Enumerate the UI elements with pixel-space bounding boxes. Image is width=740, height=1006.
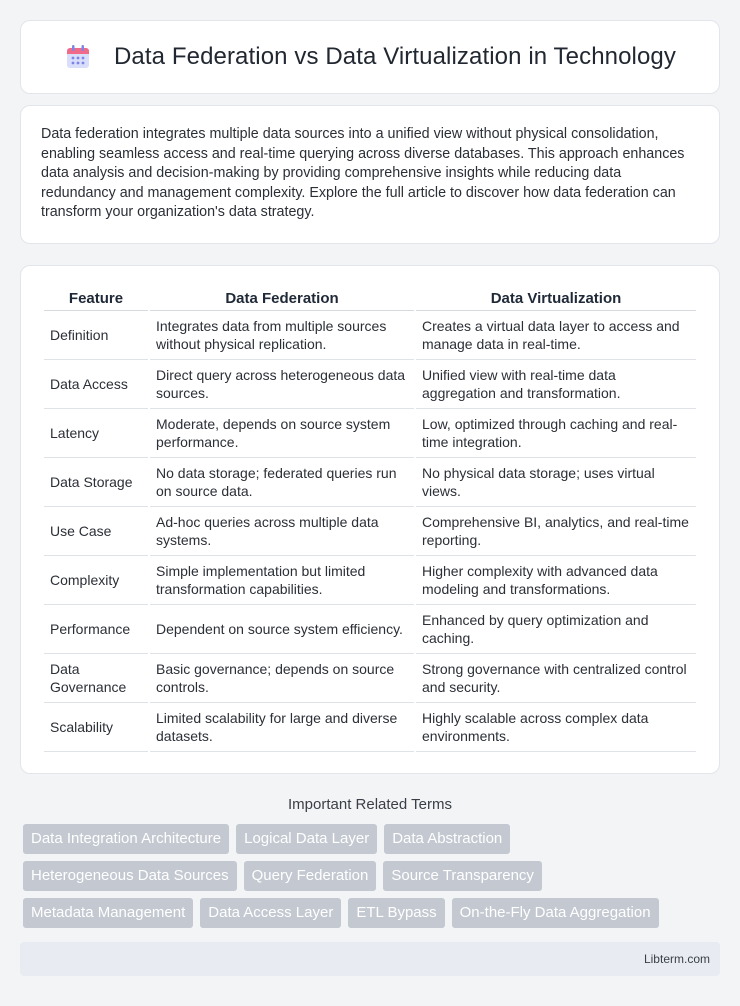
- virtualization-cell: Enhanced by query optimization and caching.: [416, 605, 696, 654]
- intro-card: [20, 105, 720, 244]
- federation-cell: Ad-hoc queries across multiple data systems.: [150, 507, 414, 556]
- table-header-row: [44, 287, 696, 311]
- federation-cell: Limited scalability for large and diverse datasets.: [150, 703, 414, 752]
- federation-cell: Direct query across heterogeneous data sources.: [150, 360, 414, 409]
- feature-cell: Use Case: [44, 507, 148, 556]
- table-row: [44, 507, 696, 556]
- related-term-tag[interactable]: Heterogeneous Data Sources: [23, 861, 237, 891]
- column-header-feature: Feature: [44, 287, 148, 311]
- table-row: [44, 556, 696, 605]
- feature-cell: Latency: [44, 409, 148, 458]
- feature-cell: Data Access: [44, 360, 148, 409]
- virtualization-cell: Strong governance with centralized control and security.: [416, 654, 696, 703]
- table-row: [44, 605, 696, 654]
- virtualization-cell: Higher complexity with advanced data modeling and transformations.: [416, 556, 696, 605]
- virtualization-cell: Highly scalable across complex data environments.: [416, 703, 696, 752]
- feature-cell: Scalability: [44, 703, 148, 752]
- feature-cell: Complexity: [44, 556, 148, 605]
- column-header-data-virtualization: Data Virtualization: [416, 287, 696, 311]
- table-row: [44, 654, 696, 703]
- virtualization-cell: Creates a virtual data layer to access and manage data in real-time.: [416, 311, 696, 360]
- table-row: [44, 409, 696, 458]
- related-terms-title: Important Related Terms: [288, 795, 452, 813]
- virtualization-cell: No physical data storage; uses virtual views.: [416, 458, 696, 507]
- feature-cell: Performance: [44, 605, 148, 654]
- federation-cell: Integrates data from multiple sources without physical replication.: [150, 311, 414, 360]
- related-term-tag[interactable]: Metadata Management: [23, 898, 193, 928]
- calendar-grid-icon: [64, 43, 92, 71]
- intro-text: Data federation integrates multiple data sources into a unified view without physical consolidation, enabling seamless access and real-time querying across diverse databases. This approach enhances data analysis and decision-making by providing comprehensive insights while reducing data redundancy and management complexity. Explore the full article to discover how data federation can transform your organization's data strategy.: [41, 126, 685, 221]
- virtualization-cell: Comprehensive BI, analytics, and real-time reporting.: [416, 507, 696, 556]
- footer-site-link[interactable]: Libterm.com: [643, 952, 710, 966]
- feature-cell: Data Governance: [44, 654, 148, 703]
- table-row: [44, 360, 696, 409]
- table-row: [44, 703, 696, 752]
- related-term-tag[interactable]: Query Federation: [244, 861, 377, 891]
- page-title: Data Federation vs Data Virtualization in Technology: [114, 43, 676, 70]
- federation-cell: Basic governance; depends on source controls.: [150, 654, 414, 703]
- related-term-tag[interactable]: Data Abstraction: [384, 824, 510, 854]
- federation-cell: No data storage; federated queries run on source data.: [150, 458, 414, 507]
- federation-cell: Simple implementation but limited transformation capabilities.: [150, 556, 414, 605]
- comparison-table: [42, 287, 698, 752]
- feature-cell: Definition: [44, 311, 148, 360]
- related-term-tag[interactable]: Logical Data Layer: [236, 824, 377, 854]
- comparison-table-card: [20, 265, 720, 774]
- federation-cell: Moderate, depends on source system performance.: [150, 409, 414, 458]
- federation-cell: Dependent on source system efficiency.: [150, 605, 414, 654]
- related-term-tag[interactable]: Source Transparency: [383, 861, 542, 891]
- footer: [20, 942, 720, 976]
- related-terms-list: [20, 824, 720, 928]
- related-term-tag[interactable]: On-the-Fly Data Aggregation: [452, 898, 659, 928]
- related-term-tag[interactable]: ETL Bypass: [348, 898, 444, 928]
- header-card: [20, 20, 720, 94]
- related-term-tag[interactable]: Data Integration Architecture: [23, 824, 229, 854]
- virtualization-cell: Unified view with real-time data aggregation and transformation.: [416, 360, 696, 409]
- table-row: [44, 458, 696, 507]
- virtualization-cell: Low, optimized through caching and real-time integration.: [416, 409, 696, 458]
- related-term-tag[interactable]: Data Access Layer: [200, 898, 341, 928]
- table-row: [44, 311, 696, 360]
- feature-cell: Data Storage: [44, 458, 148, 507]
- column-header-data-federation: Data Federation: [150, 287, 414, 311]
